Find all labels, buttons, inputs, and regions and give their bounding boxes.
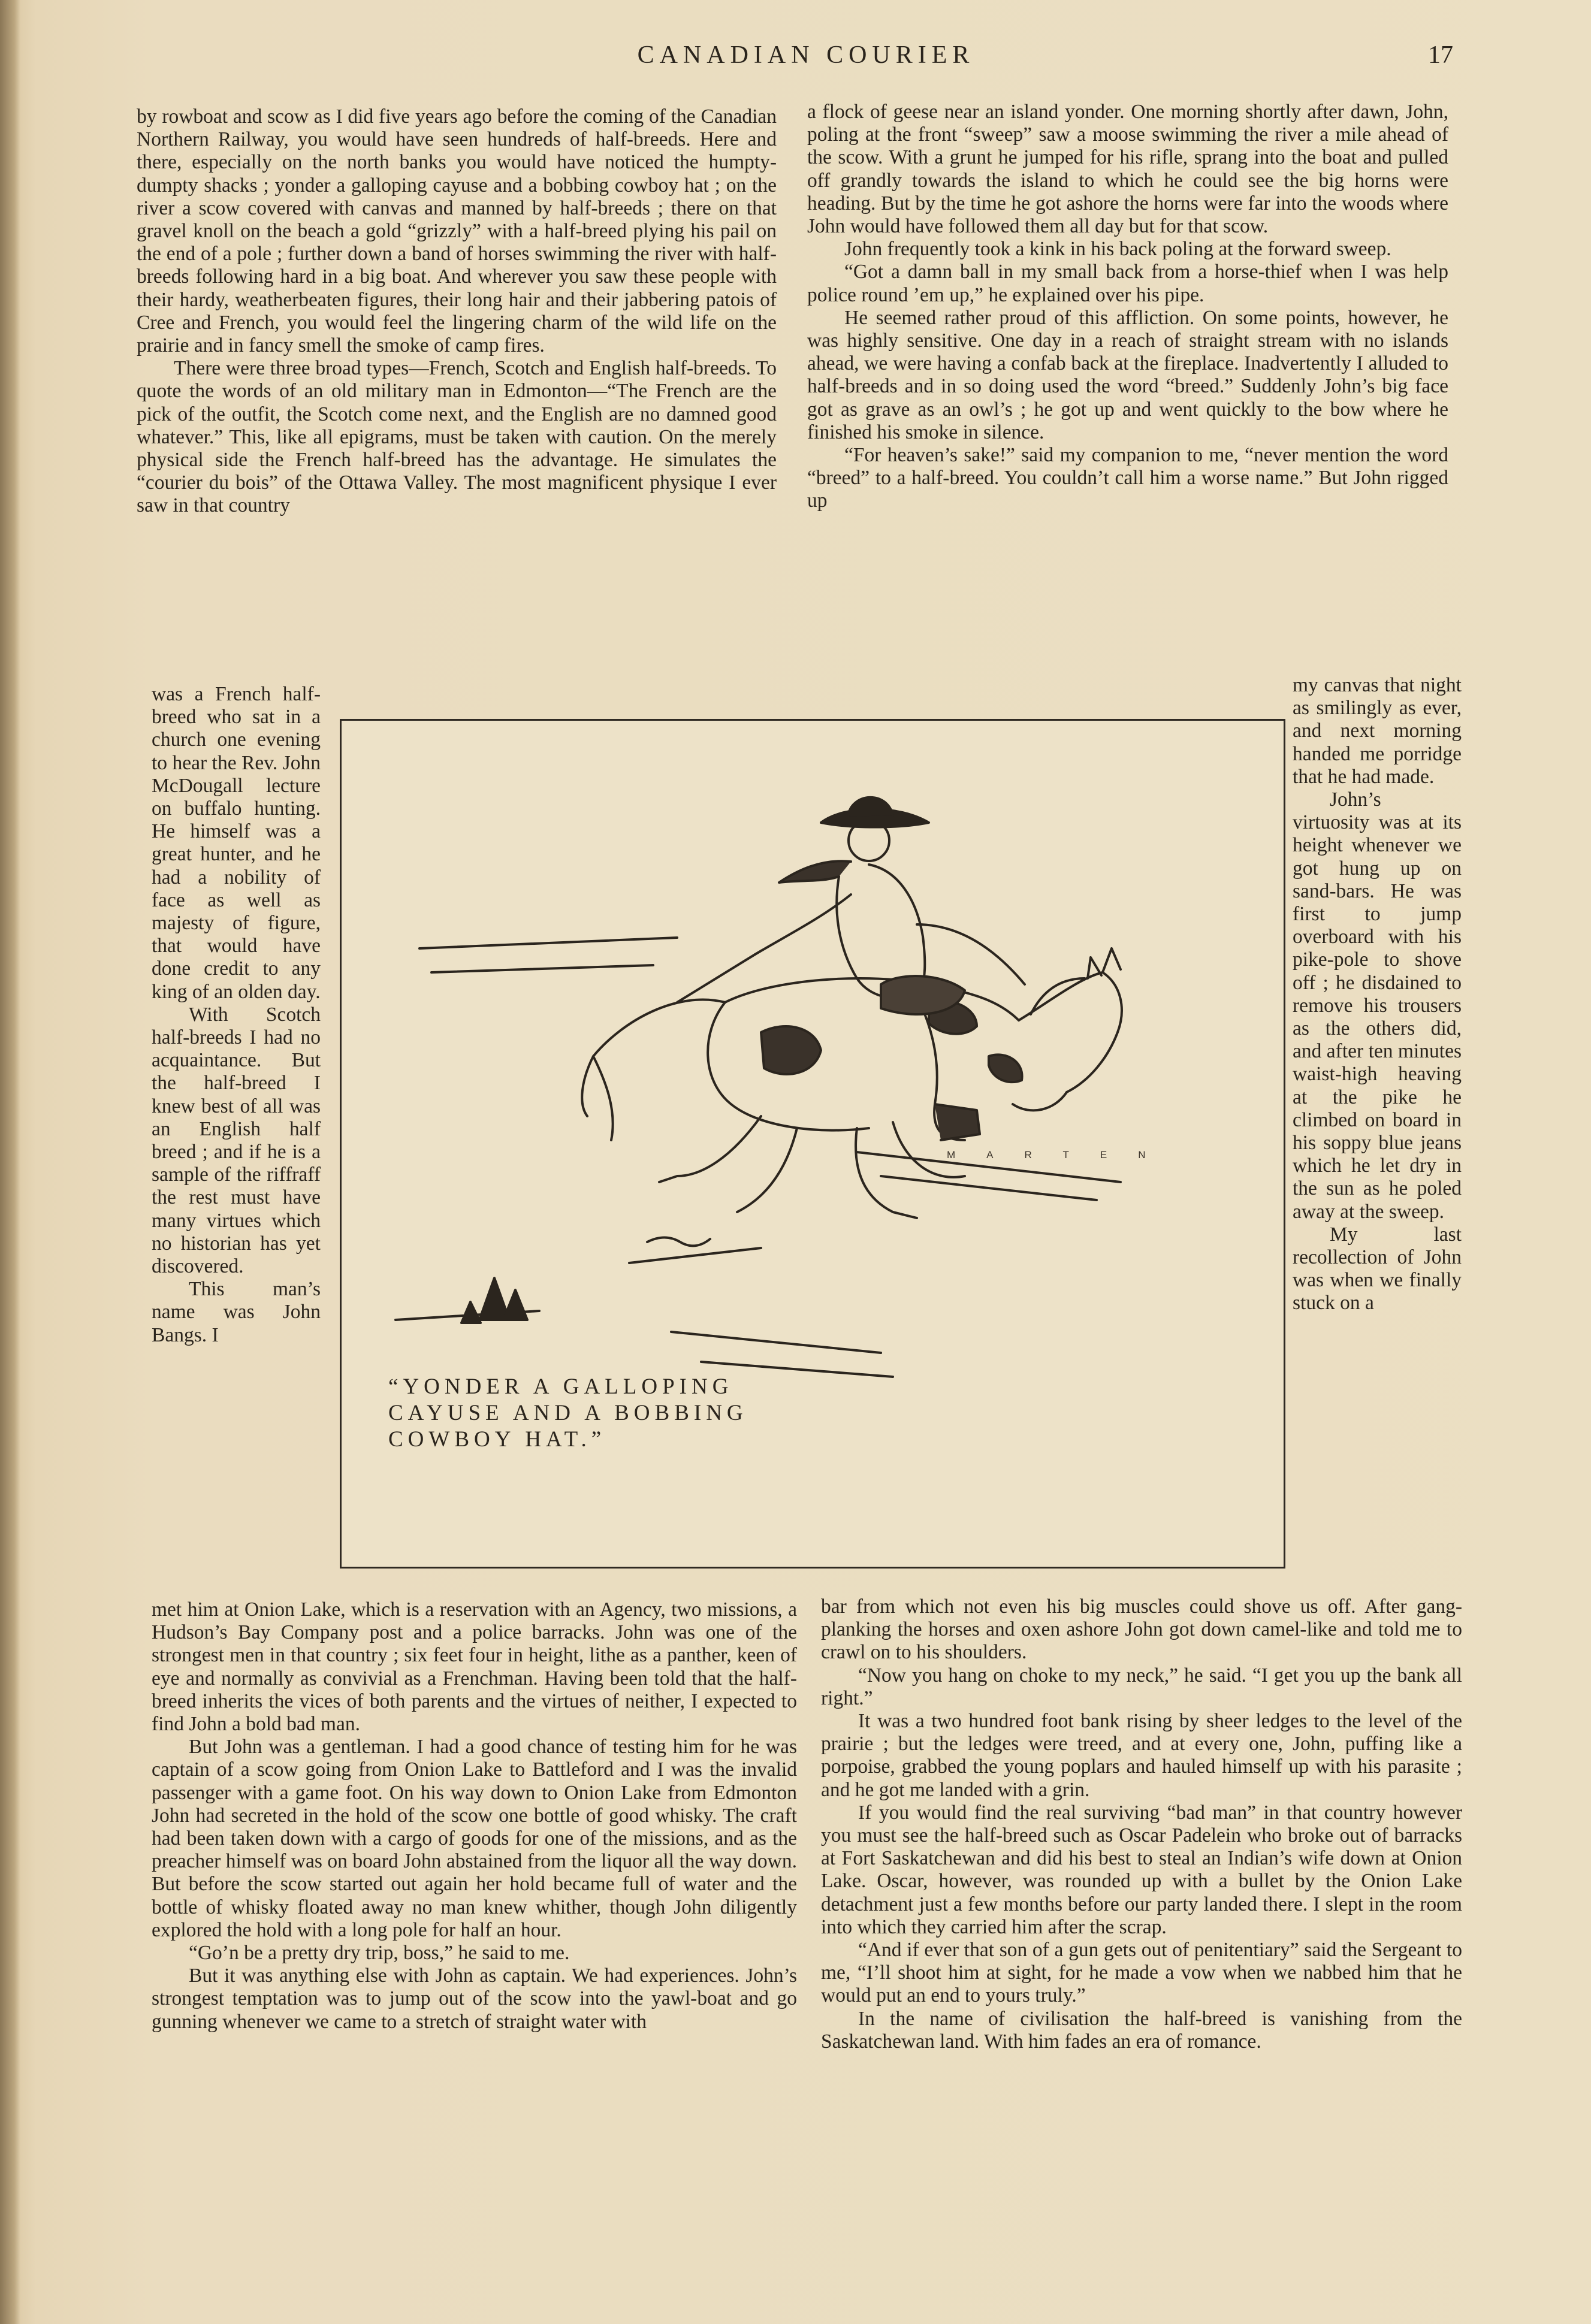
paragraph: John’s virtuosity was at its height whenever we got hung up on sand-bars. He was first to jump overboard with his pike-pole to shove off ; he disdained to remove his trousers as the others did, and after ten minutes waist-high heaving at the pike he climbed on board in his soppy blue jeans which he let dry in the sun as he poled away at the sweep. [1293, 788, 1462, 1223]
paragraph: This man’s name was John Bangs. I [152, 1278, 321, 1346]
paragraph: by rowboat and scow as I did five years ago before the coming of the Canadian Northern Railway, you would have seen hundreds of half-breeds. Here and there, especially on the north banks you would have noticed the humpty-dumpty shacks ; yonder a galloping cayuse and a bobbing cowboy hat ; on the river a scow covered with canvas and manned by half-breeds ; there on that gravel knoll on the beach a gold “grizzly” with a half-breed plying his pail on the end of a pole ; further down a band of horses swimming the river with half-breeds following hard in a big boat. And wherever you saw these people with their hardy, weatherbeaten figures, their long hair and their jabbering patois of Cree and French, you would feel the lingering charm of the wild life on the prairie and in fancy smell the smoke of camp fires. [137, 105, 777, 357]
paragraph: But John was a gentleman. I had a good chance of testing him for he was captain of a scow going from Onion Lake to Battleford and I was the invalid passenger with a game foot. On his way down to Onion Lake from Edmonton John had secreted in the hold of the scow one bottle of good whisky. The craft had been taken down with a cargo of goods for one of the missions, and as the preacher himself was on board John abstained from the liquor all the way down. But before the scow started out again her hold became full of water and the bottle of whisky floated away no man knew whither, though John diligently explored the hold with a long pole for half an hour. [152, 1736, 797, 1941]
paragraph: met him at Onion Lake, which is a reservation with an Agency, two missions, a Hudson’s Bay Company post and a police barracks. John was one of the strongest men in that country ; six feet four in height, lithe as a panther, keen of eye and normally as convivial as a Frenchman. Having been told that the half-breed inherits the vices of both parents and the virtues of neither, I expected to find John a bold bad man. [152, 1598, 797, 1736]
paragraph: If you would find the real surviving “bad man” in that country however you must see the half-breed such as Oscar Padelein who broke out of barracks at Fort Saskatchewan and did his best to steal an Indian’s wife down at Onion Lake. Oscar, however, was rounded up with a bullet by the Onion Lake detachment just a few months before our party landed there. I slept in the room into which they carried him after the scrap. [821, 1801, 1462, 1938]
left-column-bottom [152, 1598, 797, 2222]
right-column-bottom [821, 1595, 1462, 2225]
paragraph: My last recollection of John was when we finally stuck on a [1293, 1223, 1462, 1314]
paragraph: With Scotch half-breeds I had no acquaintance. But the half-breed I knew best of all was an English half breed ; and if he is a sample of the riffraff the rest must have many virtues which no historian has yet discovered. [152, 1003, 321, 1278]
paragraph: But it was anything else with John as captain. We had experiences. John’s strongest temptation was to jump out of the scow into the yawl-boat and go gunning whenever we came to a stretch of straight water with [152, 1965, 797, 2033]
illustration-frame [340, 719, 1285, 1569]
paragraph: “Got a damn ball in my small back from a horse-thief when I was help police round ’em up,” he explained over his pipe. [807, 261, 1448, 306]
paragraph: He seemed rather proud of this affliction. On some points, however, he was highly sensitive. One day in a reach of straight stream with no islands ahead, we were having a confab back at the fireplace. Inadvertently I alluded to half-breeds and in so doing used the word “breed.” Suddenly John’s big face got as grave as an owl’s ; he got up and went quickly to the bow where he finished his smoke in silence. [807, 306, 1448, 443]
paragraph: was a French half-breed who sat in a church one evening to hear the Rev. John McDougall lecture on buffalo hunting. He himself was a great hunter, and he had a nobility of face as well as majesty of figure, that would have done credit to any king of an olden day. [152, 683, 321, 1003]
left-column-top [137, 105, 777, 681]
paragraph: “And if ever that son of a gun gets out of penitentiary” said the Sergeant to me, “I’ll shoot him at sight, for he made a vow when we nabbed him that he would put an end to yours truly.” [821, 1939, 1462, 2007]
paragraph: It was a two hundred foot bank rising by sheer ledges to the level of the prairie ; but the ledges were treed, and at every one, John, puffing like a porpoise, grabbed the young poplars and hauled himself up with his parasite ; and he got me landed with a grin. [821, 1710, 1462, 1801]
left-column-narrow [152, 683, 321, 1600]
right-column-top [807, 101, 1448, 679]
paragraph: bar from which not even his big muscles could shove us off. After gang-planking the horses and oxen ashore John got down camel-like and told me to crawl on to his shoulders. [821, 1595, 1462, 1664]
paragraph: “Now you hang on choke to my neck,” he said. “I get you up the bank all right.” [821, 1664, 1462, 1709]
paragraph: “Go’n be a pretty dry trip, boss,” he said to me. [189, 1942, 570, 1965]
paragraph: a flock of geese near an island yonder. One morning shortly after dawn, John, poling at the front “sweep” saw a moose swimming the river a mile ahead of the scow. With a grunt he jumped for his rifle, sprang into the boat and pulled off grandly towards the island to which he could see the big horns were heading. But by the time he got ashore the horns were far into the woods where John would have followed them all day but for that scow. [807, 101, 1448, 238]
artist-signature: MARTEN [947, 1149, 1177, 1161]
paragraph: In the name of civilisation the half-breed is vanishing from the Saskatchewan land. With him fades an era of romance. [821, 2007, 1462, 2053]
binding-shadow [0, 0, 20, 2324]
paragraph: There were three broad types—French, Scotch and English half-breeds. To quote the words of an old military man in Edmonton—“The French are the pick of the outfit, the Scotch come next, and the English are no damned good whatever.” This, like all epigrams, must be taken with caution. On the merely physical side the French half-breed has the advantage. He simulates the “courier du bois” of the Ottawa Valley. The most magnificent physique I ever saw in that country [137, 357, 777, 517]
illustration-caption: “YONDER A GALLOPING CAYUSE AND A BOBBING COWBOY HAT.” [388, 1374, 748, 1452]
paragraph: my canvas that night as smilingly as ever, and next morning handed me porridge that he had made. [1293, 674, 1462, 788]
page-number: 17 [1428, 41, 1453, 69]
right-column-narrow [1293, 674, 1462, 1606]
paragraph: John frequently took a kink in his back poling at the forward sweep. [844, 238, 1391, 261]
running-head: CANADIAN COURIER [637, 41, 975, 69]
paragraph: “For heaven’s sake!” said my companion to me, “never mention the word “breed” to a half-breed. You couldn’t call him a worse name.” But John rigged up [807, 444, 1448, 512]
page-header [0, 41, 1591, 77]
